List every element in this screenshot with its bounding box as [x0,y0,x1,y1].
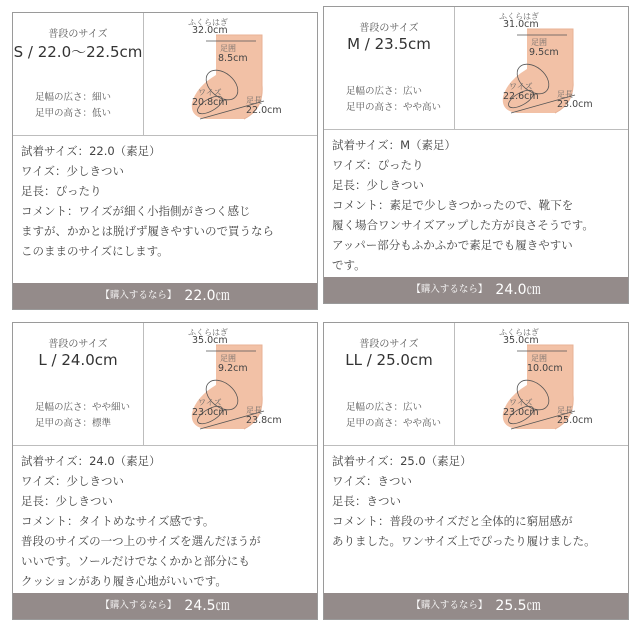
review-line: 足長：少しきつい [332,178,424,192]
foot-width-text: 足幅の広さ：細い [35,92,112,103]
review-line: クッションがあり履き心地がいいです。 [21,574,227,588]
foot-illustration [455,323,628,445]
foot-illustration [144,13,317,135]
instep-circ-label: 足囲 [220,44,236,53]
purchase-size-bar [324,593,628,619]
purchase-size-bar [324,277,628,303]
review-line: です。 [332,258,366,272]
usual-size-value: LL / 25.0cm [345,351,433,369]
review-line: コメント：素足で少しきつかったので、靴下を [332,198,574,212]
length-label: 足長 [246,406,262,415]
instep-circ-value: 9.5cm [529,47,559,58]
purchase-size: 25.5㎝ [495,598,541,614]
calf-label: ふくらはぎ [188,328,228,337]
calf-label: ふくらはぎ [499,12,539,21]
calf-label: ふくらはぎ [499,328,539,337]
length-label: 足長 [246,96,262,105]
calf-value: 35.0cm [192,335,228,346]
review-card-s [12,12,318,310]
calf-value: 35.0cm [503,335,539,346]
review-line: 試着サイズ：24.0（素足） [21,454,161,468]
instep-height-text: 足甲の高さ：低い [35,108,112,119]
purchase-label: 【購入するなら】 [100,290,177,301]
review-line: コメント：普段のサイズだと全体的に窮屈感が [332,514,573,528]
purchase-size-bar [13,283,317,309]
length-label: 足長 [557,406,573,415]
review-line: 足長：きつい [332,494,401,508]
review-line: いいです。ソールだけでなくかかと部分にも [21,554,250,568]
divider [13,135,317,136]
review-line: 試着サイズ：25.0（素足） [332,454,472,468]
review-line: コメント：タイトめなサイズ感です。 [21,514,215,528]
review-text [332,451,624,551]
foot-diagram [144,323,317,445]
length-label: 足長 [557,90,573,99]
instep-height-text: 足甲の高さ：やや高い [346,418,442,429]
length-value: 22.0cm [246,105,282,116]
purchase-size: 24.5㎝ [184,598,230,614]
review-line: 試着サイズ：M（素足） [332,138,457,152]
wise-label: ワイズ [509,398,533,407]
instep-circ-label: 足囲 [531,354,547,363]
review-line: ワイズ：少しきつい [21,164,125,178]
purchase-label: 【購入するなら】 [411,600,488,611]
wise-value: 22.6cm [503,91,539,102]
review-line: 履く場合ワンサイズアップした方が良さそうです。 [332,218,594,232]
divider [324,445,628,446]
foot-diagram [455,323,628,445]
review-line: ワイズ：きつい [332,474,413,488]
review-line: ワイズ：ぴったり [332,158,424,172]
review-line: このままのサイズにします。 [21,244,169,258]
usual-size-label: 普段のサイズ [48,29,108,40]
review-line: 試着サイズ：22.0（素足） [21,144,161,158]
wise-label: ワイズ [198,398,222,407]
usual-size-value: S / 22.0〜22.5cm [13,43,143,61]
review-text [332,135,624,275]
usual-size-label: 普段のサイズ [48,339,108,350]
length-value: 23.0cm [557,99,593,110]
divider [13,445,317,446]
review-text [21,141,313,261]
foot-diagram [455,7,628,129]
review-card-ll [323,322,629,620]
foot-illustration [144,323,317,445]
foot-width-text: 足幅の広さ：やや細い [35,402,131,413]
instep-height-text: 足甲の高さ：やや高い [346,102,442,113]
purchase-label: 【購入するなら】 [100,600,177,611]
instep-circ-label: 足囲 [220,354,236,363]
usual-size-value: M / 23.5cm [347,35,431,53]
wise-value: 23.0cm [503,407,539,418]
review-line: 足長：少しきつい [21,494,113,508]
length-value: 25.0cm [557,415,593,426]
wise-value: 23.0cm [192,407,228,418]
review-line: ますが、かかとは脱げず履きやすいので買うなら [21,224,274,238]
purchase-size-bar [13,593,317,619]
wise-value: 20.8cm [192,97,228,108]
usual-size-value: L / 24.0cm [38,351,118,369]
purchase-size: 22.0㎝ [184,288,230,304]
purchase-label: 【購入するなら】 [411,284,488,295]
wise-label: ワイズ [198,88,222,97]
review-line: ワイズ：少しきつい [21,474,125,488]
calf-value: 32.0cm [192,25,228,36]
review-line: コメント：ワイズが細く小指側がきつく感じ [21,204,251,218]
length-value: 23.8cm [246,415,282,426]
foot-width-text: 足幅の広さ：広い [346,86,423,97]
review-text [21,451,313,591]
review-line: 普段のサイズの一つ上のサイズを選んだほうが [21,534,261,548]
review-line: 足長：ぴったり [21,184,102,198]
instep-height-text: 足甲の高さ：標準 [35,418,112,429]
foot-diagram [144,13,317,135]
instep-circ-value: 10.0cm [527,363,563,374]
usual-size-label: 普段のサイズ [359,339,419,350]
foot-illustration [455,7,628,129]
review-line: ありました。ワンサイズ上でぴったり履けました。 [332,534,596,548]
review-card-l [12,322,318,620]
foot-width-text: 足幅の広さ：広い [346,402,423,413]
instep-circ-label: 足囲 [531,38,547,47]
review-card-m [323,6,629,304]
review-line: アッパー部分もふかふかで素足でも履きやすい [332,238,573,252]
calf-value: 31.0cm [503,19,539,30]
usual-size-label: 普段のサイズ [359,23,419,34]
wise-label: ワイズ [509,82,533,91]
instep-circ-value: 8.5cm [218,53,248,64]
divider [324,129,628,130]
calf-label: ふくらはぎ [188,18,228,27]
instep-circ-value: 9.2cm [218,363,248,374]
purchase-size: 24.0㎝ [495,282,541,298]
